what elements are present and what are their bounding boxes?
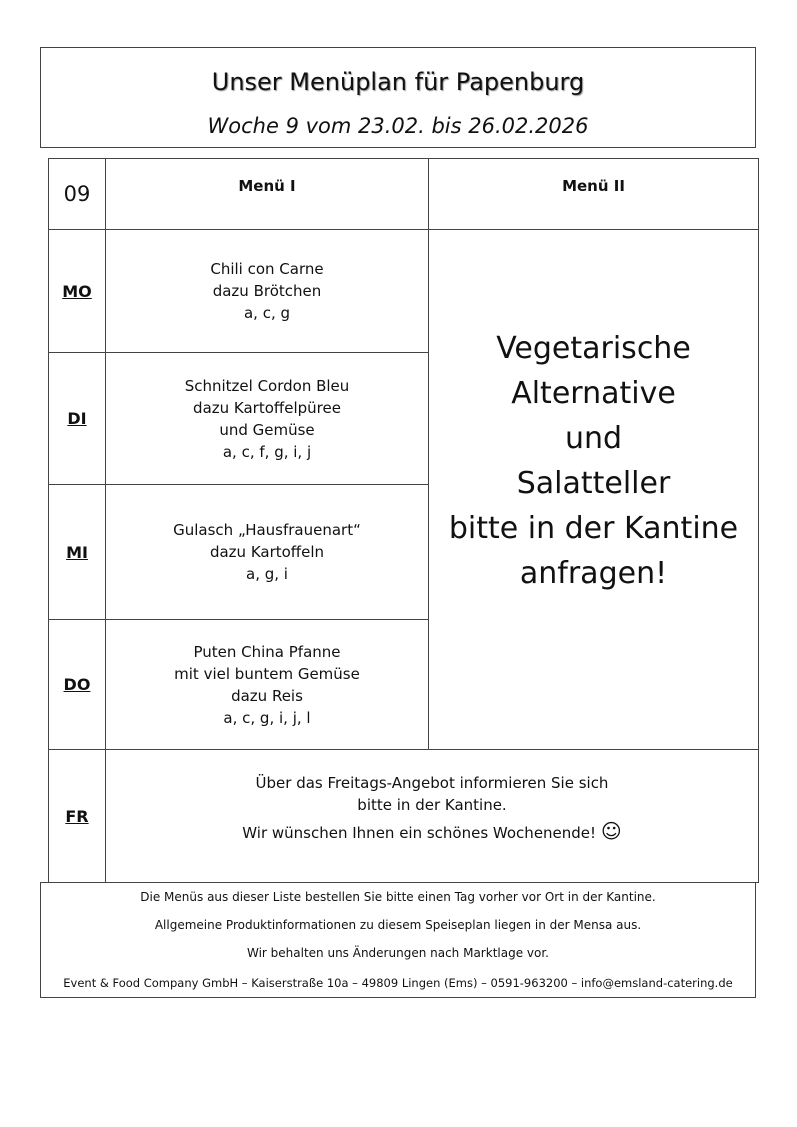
menu1-mo: [105, 229, 429, 353]
vegetarian-note: [429, 326, 758, 596]
day-cell-do: [48, 619, 106, 750]
day-cell-mo: [48, 229, 106, 353]
meal-line: Schnitzel Cordon Bleu: [184, 376, 350, 395]
menu1-do: [105, 619, 429, 750]
allergen-line: a, c, g: [243, 304, 291, 322]
friday-info-line: Über das Freitags-Angebot informieren Sie sich: [255, 774, 609, 792]
menu1-header: Menü I: [238, 177, 296, 195]
veg-line: Salatteller: [516, 466, 671, 501]
day-label: DO: [63, 675, 91, 694]
footer-line: Allgemeine Produktinformationen zu diesem Speiseplan liegen in der Mensa aus.: [154, 918, 642, 932]
allergen-line: a, c, f, g, i, j: [222, 442, 312, 461]
footer-contact: Event & Food Company GmbH – Kaiserstraße 10a – 49809 Lingen (Ems) – 0591-963200 – info@emsland-catering.de: [63, 976, 733, 990]
meal-line: Gulasch „Hausfrauenart“: [173, 521, 361, 539]
footer-box: [40, 882, 756, 998]
day-label: FR: [65, 806, 89, 826]
veg-line: anfragen!: [519, 556, 668, 591]
meal-line: Chili con Carne: [210, 260, 324, 278]
menu1-header-cell: [105, 158, 429, 230]
page-title: Unser Menüplan für Papenburg: [211, 68, 585, 96]
meal-line: und Gemüse: [219, 420, 315, 439]
week-number-cell: [48, 158, 106, 230]
week-number: 09: [63, 182, 91, 206]
menu2-header-cell: [428, 158, 759, 230]
friday-greeting-text: Wir wünschen Ihnen ein schönes Wochenende!: [242, 824, 597, 842]
menu2-header: Menü II: [562, 177, 625, 195]
menu1-di: [105, 352, 429, 485]
veg-line: und: [564, 421, 623, 456]
day-label: DI: [67, 409, 87, 428]
header-box: [40, 47, 756, 148]
meal-line: dazu Kartoffelpüree: [193, 398, 341, 417]
footer-line: Wir behalten uns Änderungen nach Marktlage vor.: [246, 946, 549, 960]
allergen-line: a, c, g, i, j, l: [223, 708, 311, 727]
day-cell-mi: [48, 484, 106, 620]
allergen-line: a, g, i: [246, 565, 288, 583]
meal-line: dazu Kartoffeln: [209, 543, 325, 561]
day-cell-fr: [48, 749, 106, 883]
veg-line: bitte in der Kantine: [448, 511, 739, 546]
day-label: MI: [66, 542, 88, 562]
friday-greeting: [106, 820, 758, 844]
footer-line: Die Menüs aus dieser Liste bestellen Sie bitte einen Tag vorher vor Ort in der Kantine.: [140, 890, 656, 904]
veg-line: Vegetarische: [496, 331, 691, 366]
meal-line: dazu Reis: [231, 686, 303, 705]
smiley-icon: ☺: [600, 819, 622, 843]
meal-line: dazu Brötchen: [212, 282, 322, 300]
day-label: MO: [62, 281, 92, 301]
meal-line: Puten China Pfanne: [193, 642, 341, 661]
meal-line: mit viel buntem Gemüse: [174, 664, 360, 683]
page-subtitle: Woche 9 vom 23.02. bis 26.02.2026: [207, 114, 589, 138]
friday-info-line: bitte in der Kantine.: [357, 796, 507, 814]
day-cell-di: [48, 352, 106, 485]
veg-line: Alternative: [511, 376, 676, 411]
menu2-vegetarian-cell: [428, 229, 759, 750]
menu1-mi: [105, 484, 429, 620]
friday-cell: [105, 749, 759, 883]
